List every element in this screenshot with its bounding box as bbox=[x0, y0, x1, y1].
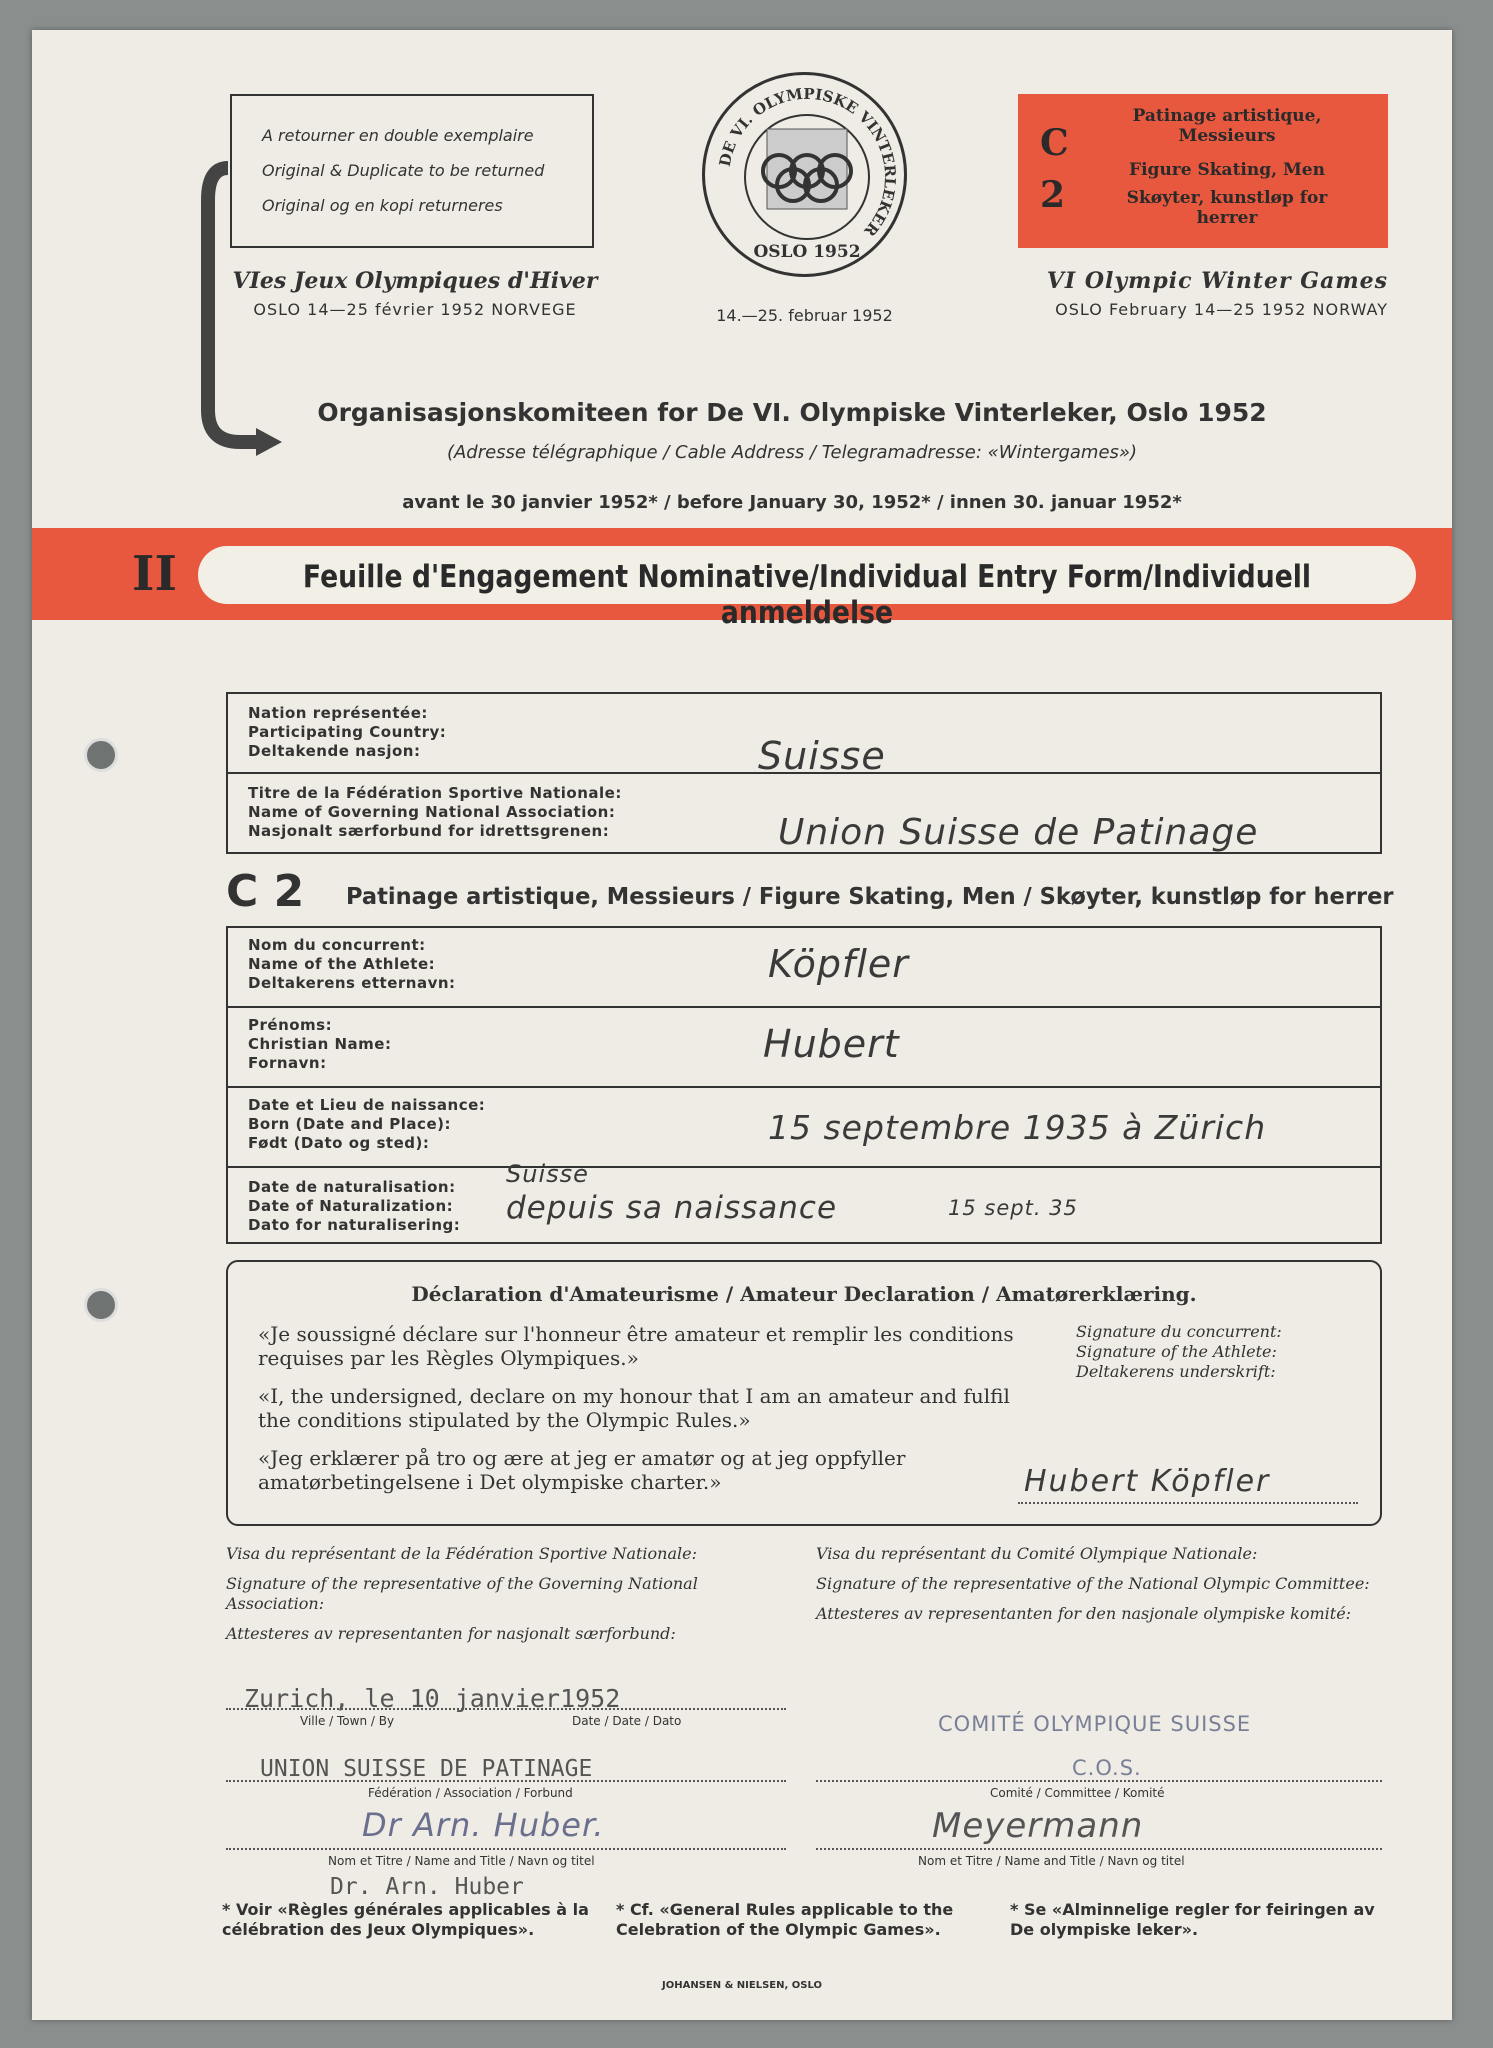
noc-stamp-line2: C.O.S. bbox=[1072, 1756, 1142, 1780]
federation-label: Titre de la Fédération Sportive Nationale: Name of Governing National Association: Nasjonalt særforbund for idrettsgrenen: bbox=[248, 784, 622, 840]
visa-noc-labels bbox=[816, 1544, 1382, 1624]
visa-fed-fr: Visa du représentant de la Fédération Sportive Nationale: bbox=[226, 1544, 697, 1563]
footnote-fr: * Voir «Règles générales applicables à la célébration des Jeux Olympiques». bbox=[222, 1900, 589, 1939]
row-divider bbox=[228, 1086, 1380, 1088]
visa-fed-en: Signature of the representative of the Governing National Association: bbox=[226, 1574, 698, 1613]
printer-imprint: JOHANSEN & NIELSEN, OSLO bbox=[662, 1980, 822, 1991]
form-title: Feuille d'Engagement Nominative/Individual Entry Form/Individuell anmeldelse bbox=[302, 559, 1312, 631]
entry-form-sheet bbox=[32, 30, 1452, 2020]
athlete-signature: Hubert Köpfler bbox=[1024, 1464, 1271, 1499]
federation-typed: UNION SUISSE DE PATINAGE bbox=[260, 1756, 593, 1782]
signature-line bbox=[1018, 1502, 1358, 1504]
place-date-line bbox=[226, 1708, 786, 1710]
declaration-no: «Jeg erklærer på tro og ære at jeg er amatør og at jeg oppfyller amatørbetingelsene i Det olympiske charter.» bbox=[258, 1446, 906, 1494]
place-date-value: Zurich, le 10 janvier1952 bbox=[244, 1684, 621, 1713]
visa-fed-no: Attesteres av representanten for nasjonalt særforbund: bbox=[226, 1624, 676, 1643]
fed-name-line bbox=[226, 1848, 786, 1850]
row-divider bbox=[228, 1166, 1380, 1168]
date-caption: Date / Date / Dato bbox=[572, 1714, 682, 1728]
declaration-fr: «Je soussigné déclare sur l'honneur être amateur et remplir les conditions requises par les Règles Olympiques.» bbox=[258, 1322, 1014, 1370]
declaration-title: Déclaration d'Amateurisme / Amateur Declaration / Amatørerklæring. bbox=[411, 1282, 1197, 1306]
seal-ring-text: DE VI. OLYMPISKE VINTERLEKER bbox=[715, 84, 900, 240]
seal-bottom-text: OSLO 1952 bbox=[753, 242, 861, 262]
event-name-no: Skøyter, kunstløp for herrer bbox=[1126, 188, 1328, 228]
birth-label: Date et Lieu de naissance: Born (Date and Place): Født (Dato og sted): bbox=[248, 1096, 486, 1152]
olympic-seal-icon bbox=[705, 75, 910, 280]
submission-deadline: avant le 30 janvier 1952* / before January 30, 1952* / innen 30. januar 1952* bbox=[402, 492, 1182, 513]
form-part-number: II bbox=[132, 546, 177, 602]
federation-caption: Fédération / Association / Forbund bbox=[368, 1786, 573, 1800]
federation-signature: Dr Arn. Huber. bbox=[362, 1806, 605, 1844]
first-name-value: Hubert bbox=[763, 1022, 900, 1066]
fed-name-caption: Nom et Titre / Name and Title / Navn og titel bbox=[328, 1854, 595, 1868]
committee-caption: Comité / Committee / Komité bbox=[990, 1786, 1165, 1800]
games-title-en: VI Olympic Winter Games bbox=[1046, 268, 1388, 294]
noc-stamp-line1: COMITÉ OLYMPIQUE SUISSE bbox=[938, 1712, 1252, 1736]
athlete-details-table bbox=[226, 926, 1382, 1244]
surname-value: Köpfler bbox=[768, 942, 909, 986]
event-code-box bbox=[1018, 94, 1388, 248]
games-dates-no: 14.—25. februar 1952 bbox=[716, 306, 893, 325]
visa-noc-fr: Visa du représentant du Comité Olympique Nationale: bbox=[816, 1544, 1258, 1563]
section-title: Patinage artistique, Messieurs / Figure Skating, Men / Skøyter, kunstløp for herrer bbox=[346, 884, 1394, 910]
visa-federation-labels bbox=[226, 1544, 786, 1644]
nation-label: Nation représentée: Participating Country: Deltakende nasjon: bbox=[248, 704, 447, 760]
games-dates-fr: OSLO 14—25 février 1952 NORVEGE bbox=[253, 300, 577, 319]
naturalization-label: Date de naturalisation: Date of Naturalization: Dato for naturalisering: bbox=[248, 1178, 461, 1234]
declaration-en: «I, the undersigned, declare on my honour that I am an amateur and fulfil the conditions stipulated by the Olympic Rules.» bbox=[258, 1384, 1010, 1432]
naturalization-date: 15 sept. 35 bbox=[948, 1196, 1078, 1220]
games-title-en-block bbox=[1018, 268, 1388, 319]
games-dates-en: OSLO February 14—25 1952 NORWAY bbox=[1055, 300, 1388, 319]
visa-noc-en: Signature of the representative of the National Olympic Committee: bbox=[816, 1574, 1370, 1593]
return-line-no: Original og en kopi returneres bbox=[262, 196, 503, 215]
amateur-declaration-box bbox=[226, 1260, 1382, 1526]
footnote-no: * Se «Alminnelige regler for feiringen av De olympiske leker». bbox=[1010, 1900, 1375, 1939]
games-title-fr-block bbox=[230, 268, 600, 319]
first-name-label: Prénoms: Christian Name: Fornavn: bbox=[248, 1016, 392, 1072]
noc-name-caption: Nom et Titre / Name and Title / Navn og titel bbox=[918, 1854, 1185, 1868]
punch-hole bbox=[84, 1288, 118, 1322]
committee-title: Organisasjonskomiteen for De VI. Olympiske Vinterleker, Oslo 1952 bbox=[317, 398, 1267, 427]
footnote-en: * Cf. «General Rules applicable to the Celebration of the Olympic Games». bbox=[616, 1900, 954, 1939]
punch-hole bbox=[84, 738, 118, 772]
noc-name-line bbox=[816, 1848, 1382, 1850]
row-divider bbox=[228, 1006, 1380, 1008]
nation-federation-table bbox=[226, 692, 1382, 854]
federation-line bbox=[226, 1780, 786, 1782]
section-code: C 2 bbox=[226, 866, 305, 917]
return-line-en: Original & Duplicate to be returned bbox=[262, 161, 545, 180]
federation-value: Union Suisse de Patinage bbox=[778, 812, 1259, 853]
event-name-fr: Patinage artistique, Messieurs bbox=[1132, 106, 1322, 146]
athlete-signature-label: Signature du concurrent: Signature of the Athlete: Deltakerens underskrift: bbox=[1076, 1322, 1282, 1381]
naturalization-value: depuis sa naissance bbox=[506, 1190, 838, 1226]
nation-value: Suisse bbox=[758, 734, 886, 778]
event-code-number: 2 bbox=[1040, 174, 1066, 216]
naturalization-country: Suisse bbox=[506, 1160, 589, 1188]
noc-signature: Meyermann bbox=[932, 1806, 1144, 1846]
olympic-seal bbox=[702, 72, 907, 277]
return-line-fr: A retourner en double exemplaire bbox=[262, 126, 534, 145]
surname-label: Nom du concurrent: Name of the Athlete: Deltakerens etternavn: bbox=[248, 936, 456, 992]
event-code-letter: C bbox=[1040, 122, 1069, 164]
visa-noc-no: Attesteres av representanten for den nasjonale olympiske komité: bbox=[816, 1604, 1352, 1623]
birth-value: 15 septembre 1935 à Zürich bbox=[768, 1108, 1267, 1147]
committee-address: (Adresse télégraphique / Cable Address / Telegramadresse: «Wintergames») bbox=[446, 442, 1138, 463]
event-name-en: Figure Skating, Men bbox=[1129, 160, 1325, 180]
games-title-fr: VIes Jeux Olympiques d'Hiver bbox=[232, 268, 598, 294]
fed-typed-name: Dr. Arn. Huber bbox=[330, 1874, 524, 1900]
committee-line bbox=[816, 1780, 1382, 1782]
return-instructions-box bbox=[230, 94, 594, 248]
town-caption: Ville / Town / By bbox=[300, 1714, 395, 1728]
